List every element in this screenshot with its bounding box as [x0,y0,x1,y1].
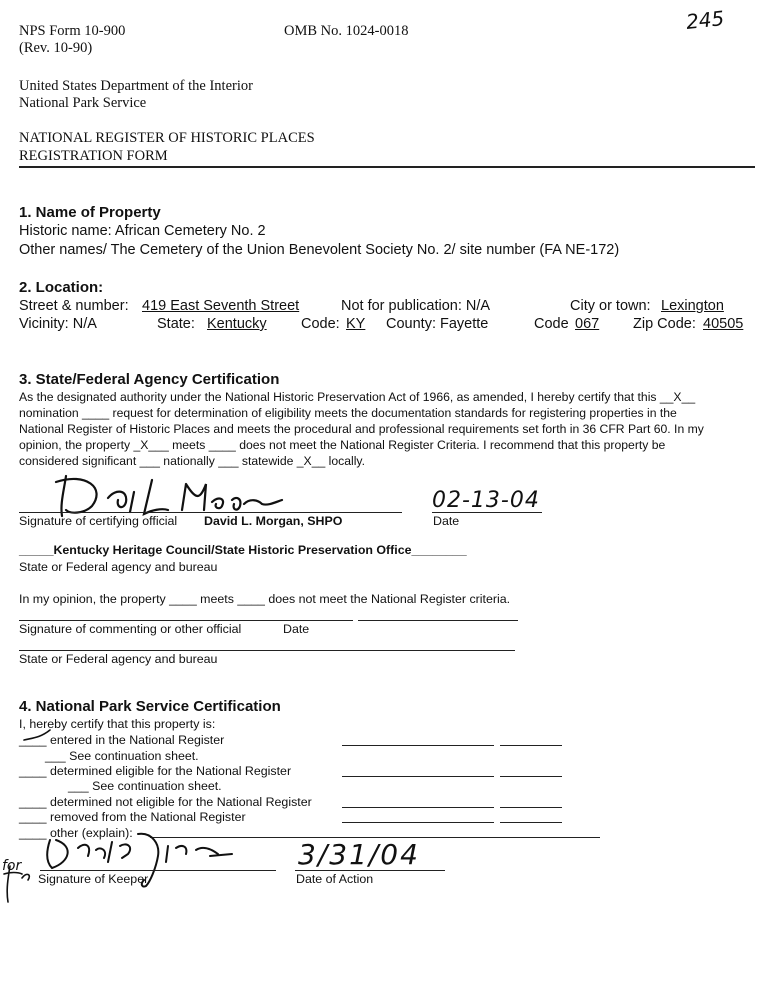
comment-date-label: Date [283,622,310,636]
option-other: ____ other (explain): [19,826,133,840]
agency-name: National Park Service [19,95,147,111]
state-code-label: Code: [301,316,340,332]
city-value: Lexington [661,298,724,314]
certification-line-3: National Register of Historic Places and meets the procedural and professional requirements set forth in 36 CFR Part 60. In my [19,422,704,436]
certification-line-1: As the designated authority under the National Historic Preservation Act of 1966, as amended, I hereby certify that this __X__ [19,390,696,404]
removed-sig-line [342,822,494,823]
state-code-value: KY [346,316,366,332]
county-code-label: Code [534,316,569,332]
option-entered-continuation: ___ See continuation sheet. [45,749,199,763]
entered-date-line [500,745,562,746]
handwritten-page-number: 245 [684,6,726,34]
state-value: Kentucky [207,316,267,332]
certification-line-4: opinion, the property _X___ meets ____ does not meet the National Register Criteria. I recommend that this property be [19,438,666,452]
county: County: Fayette [386,316,489,332]
eligible-date-line [500,776,562,777]
action-date-handwritten: 3/31/04 [298,838,420,871]
signature-label: Signature of certifying official [19,514,178,528]
state-label: State: [157,316,195,332]
certification-line-5: considered significant ___ nationally ___ statewide _X__ locally. [19,454,365,468]
agency-line-2 [19,650,515,651]
other-names: Other names/ The Cemetery of the Union Benevolent Society No. 2/ site number (FA NE-172) [19,242,620,258]
certification-date-handwritten: 02-13-04 [432,488,540,513]
entered-sig-line [342,745,494,746]
option-eligible-continuation: ___ See continuation sheet. [68,779,222,793]
option-entered: ____ entered in the National Register [19,733,225,747]
section-4-heading: 4. National Park Service Certification [19,698,281,715]
agency-bureau-label: State or Federal agency and bureau [19,560,218,574]
street-value: 419 East Seventh Street [142,298,300,314]
department: United States Department of the Interior [19,78,253,94]
zip-label: Zip Code: [633,316,696,332]
section-3-heading: 3. State/Federal Agency Certification [19,371,280,388]
agency-bureau-label-2: State or Federal agency and bureau [19,652,218,666]
signature-line [19,512,402,513]
county-code-value: 067 [575,316,600,332]
nps-intro: I, hereby certify that this property is: [19,717,216,731]
form-title: NATIONAL REGISTER OF HISTORIC PLACES [19,130,315,146]
city-label: City or town: [570,298,651,314]
header-divider [19,166,755,168]
option-not-eligible: ____ determined not eligible for the National Register [19,795,312,809]
not-eligible-sig-line [342,807,494,808]
not-for-publication: Not for publication: N/A [341,298,491,314]
comment-signature-label: Signature of commenting or other official [19,622,242,636]
street-label: Street & number: [19,298,129,314]
opinion-statement: In my opinion, the property ____ meets ____ does not meet the National Register criteria. [19,592,511,606]
eligible-sig-line [342,776,494,777]
certifying-official-name: David L. Morgan, SHPO [204,514,343,528]
keeper-signature-line [40,870,276,871]
for-handwritten-mark: for [2,858,22,874]
removed-date-line [500,822,562,823]
keeper-label: Signature of Keeper [38,872,149,886]
section-1-heading: 1. Name of Property [19,204,161,221]
omb-number: OMB No. 1024-0018 [284,23,409,39]
checkmark-icon [20,726,56,746]
form-subtitle: REGISTRATION FORM [19,148,168,164]
section-2-heading: 2. Location: [19,279,104,296]
form-number: NPS Form 10-900 [19,23,126,39]
agency-bureau-value: _____Kentucky Heritage Council/State Historic Preservation Office________ [19,543,467,557]
historic-name: Historic name: African Cemetery No. 2 [19,223,266,239]
comment-date-line [358,620,518,621]
zip-value: 40505 [703,316,744,332]
option-determined-eligible: ____ determined eligible for the National Register [19,764,292,778]
vicinity: Vicinity: N/A [19,316,97,332]
comment-signature-line [19,620,353,621]
certification-line-2: nomination ____ request for determination of eligibility meets the documentation standards for registering properties in the [19,406,677,420]
not-eligible-date-line [500,807,562,808]
action-date-label: Date of Action [296,872,374,886]
option-removed: ____ removed from the National Register [19,810,246,824]
form-revision: (Rev. 10-90) [19,40,93,56]
keeper-signature [0,828,290,908]
date-label: Date [433,514,460,528]
